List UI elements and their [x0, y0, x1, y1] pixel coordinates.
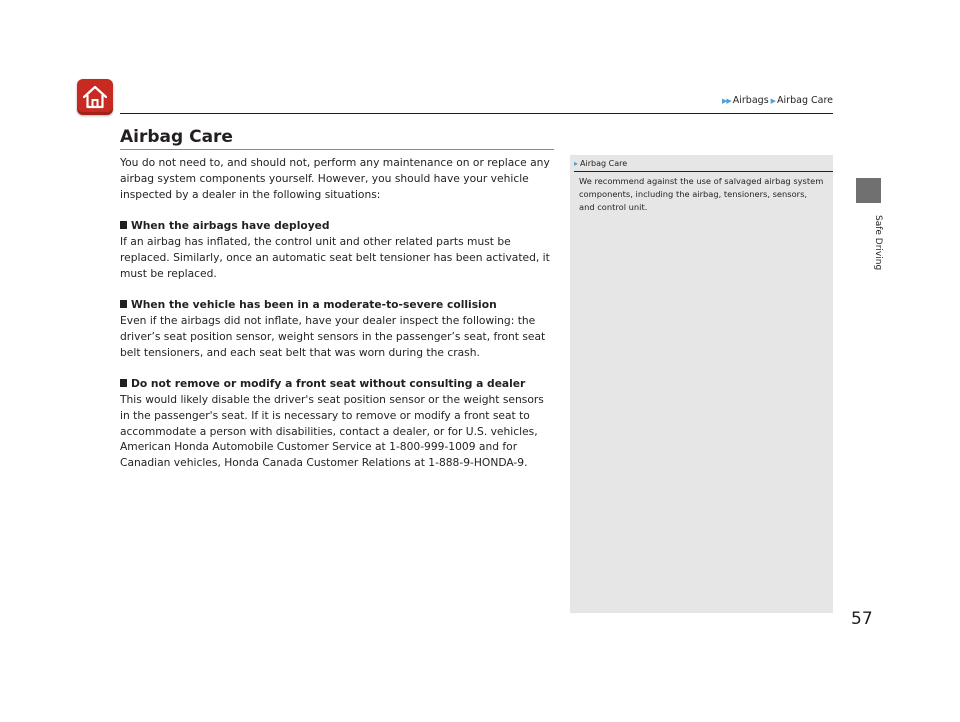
home-button[interactable] — [77, 79, 113, 115]
title-divider — [120, 149, 554, 150]
note-panel — [570, 155, 833, 613]
section-heading-text: When the vehicle has been in a moderate-to-severe collision — [131, 298, 497, 312]
section-body: Even if the airbags did not inflate, have your dealer inspect the following: the driver’s seat position sensor, weight sensors in the passenger’s seat, front seat belt tensioners, and each seat belt that was worn during the crash. — [120, 313, 546, 359]
section-heading — [120, 376, 554, 392]
section-tab[interactable] — [856, 178, 881, 203]
section-heading-text: When the airbags have deployed — [131, 219, 330, 233]
section-heading — [120, 297, 554, 313]
note-title: Airbag Care — [580, 159, 628, 168]
section-body: If an airbag has inflated, the control unit and other related parts must be replaced. Similarly, once an automatic seat belt tensioner has been activated, it must be replaced. — [120, 234, 550, 280]
home-icon — [81, 84, 109, 110]
breadcrumb-arrow-icon: ▶▶ — [721, 96, 731, 105]
square-bullet-icon — [120, 300, 127, 308]
main-content — [120, 155, 554, 471]
square-bullet-icon — [120, 221, 127, 229]
note-divider — [574, 171, 833, 172]
section-heading — [120, 218, 554, 234]
breadcrumb-arrow-icon: ▶ — [770, 96, 776, 105]
page-title: Airbag Care — [120, 127, 233, 147]
square-bullet-icon — [120, 379, 127, 387]
note-text: We recommend against the use of salvaged airbag system components, including the airbag, tensioners, sensors, and control unit. — [579, 176, 824, 213]
note-header — [574, 159, 627, 168]
intro-paragraph: You do not need to, and should not, perform any maintenance on or replace any airbag system components yourself. However, you should have your vehicle inspected by a dealer in the following situations: — [120, 156, 550, 201]
section-tab-label: Safe Driving — [873, 215, 883, 271]
breadcrumb — [722, 95, 833, 106]
section-body: This would likely disable the driver's seat position sensor or the weight sensors in the passenger's seat. If it is necessary to remove or modify a front seat to accommodate a person with disabilities, contact a dealer, or for U.S. vehicles, American Honda Automobile Customer Service at 1-800-999-1009 and for Canadian vehicles, Honda Canada Customer Relations at 1-888-9-HONDA-9. — [120, 392, 544, 470]
breadcrumb-item-airbag-care[interactable]: Airbag Care — [777, 95, 833, 106]
section-heading-text: Do not remove or modify a front seat without consulting a dealer — [131, 377, 526, 391]
breadcrumb-item-airbags[interactable]: Airbags — [732, 95, 769, 106]
header-divider — [120, 113, 833, 114]
note-marker-icon: ▸ — [574, 159, 579, 168]
page-number: 57 — [851, 609, 873, 629]
